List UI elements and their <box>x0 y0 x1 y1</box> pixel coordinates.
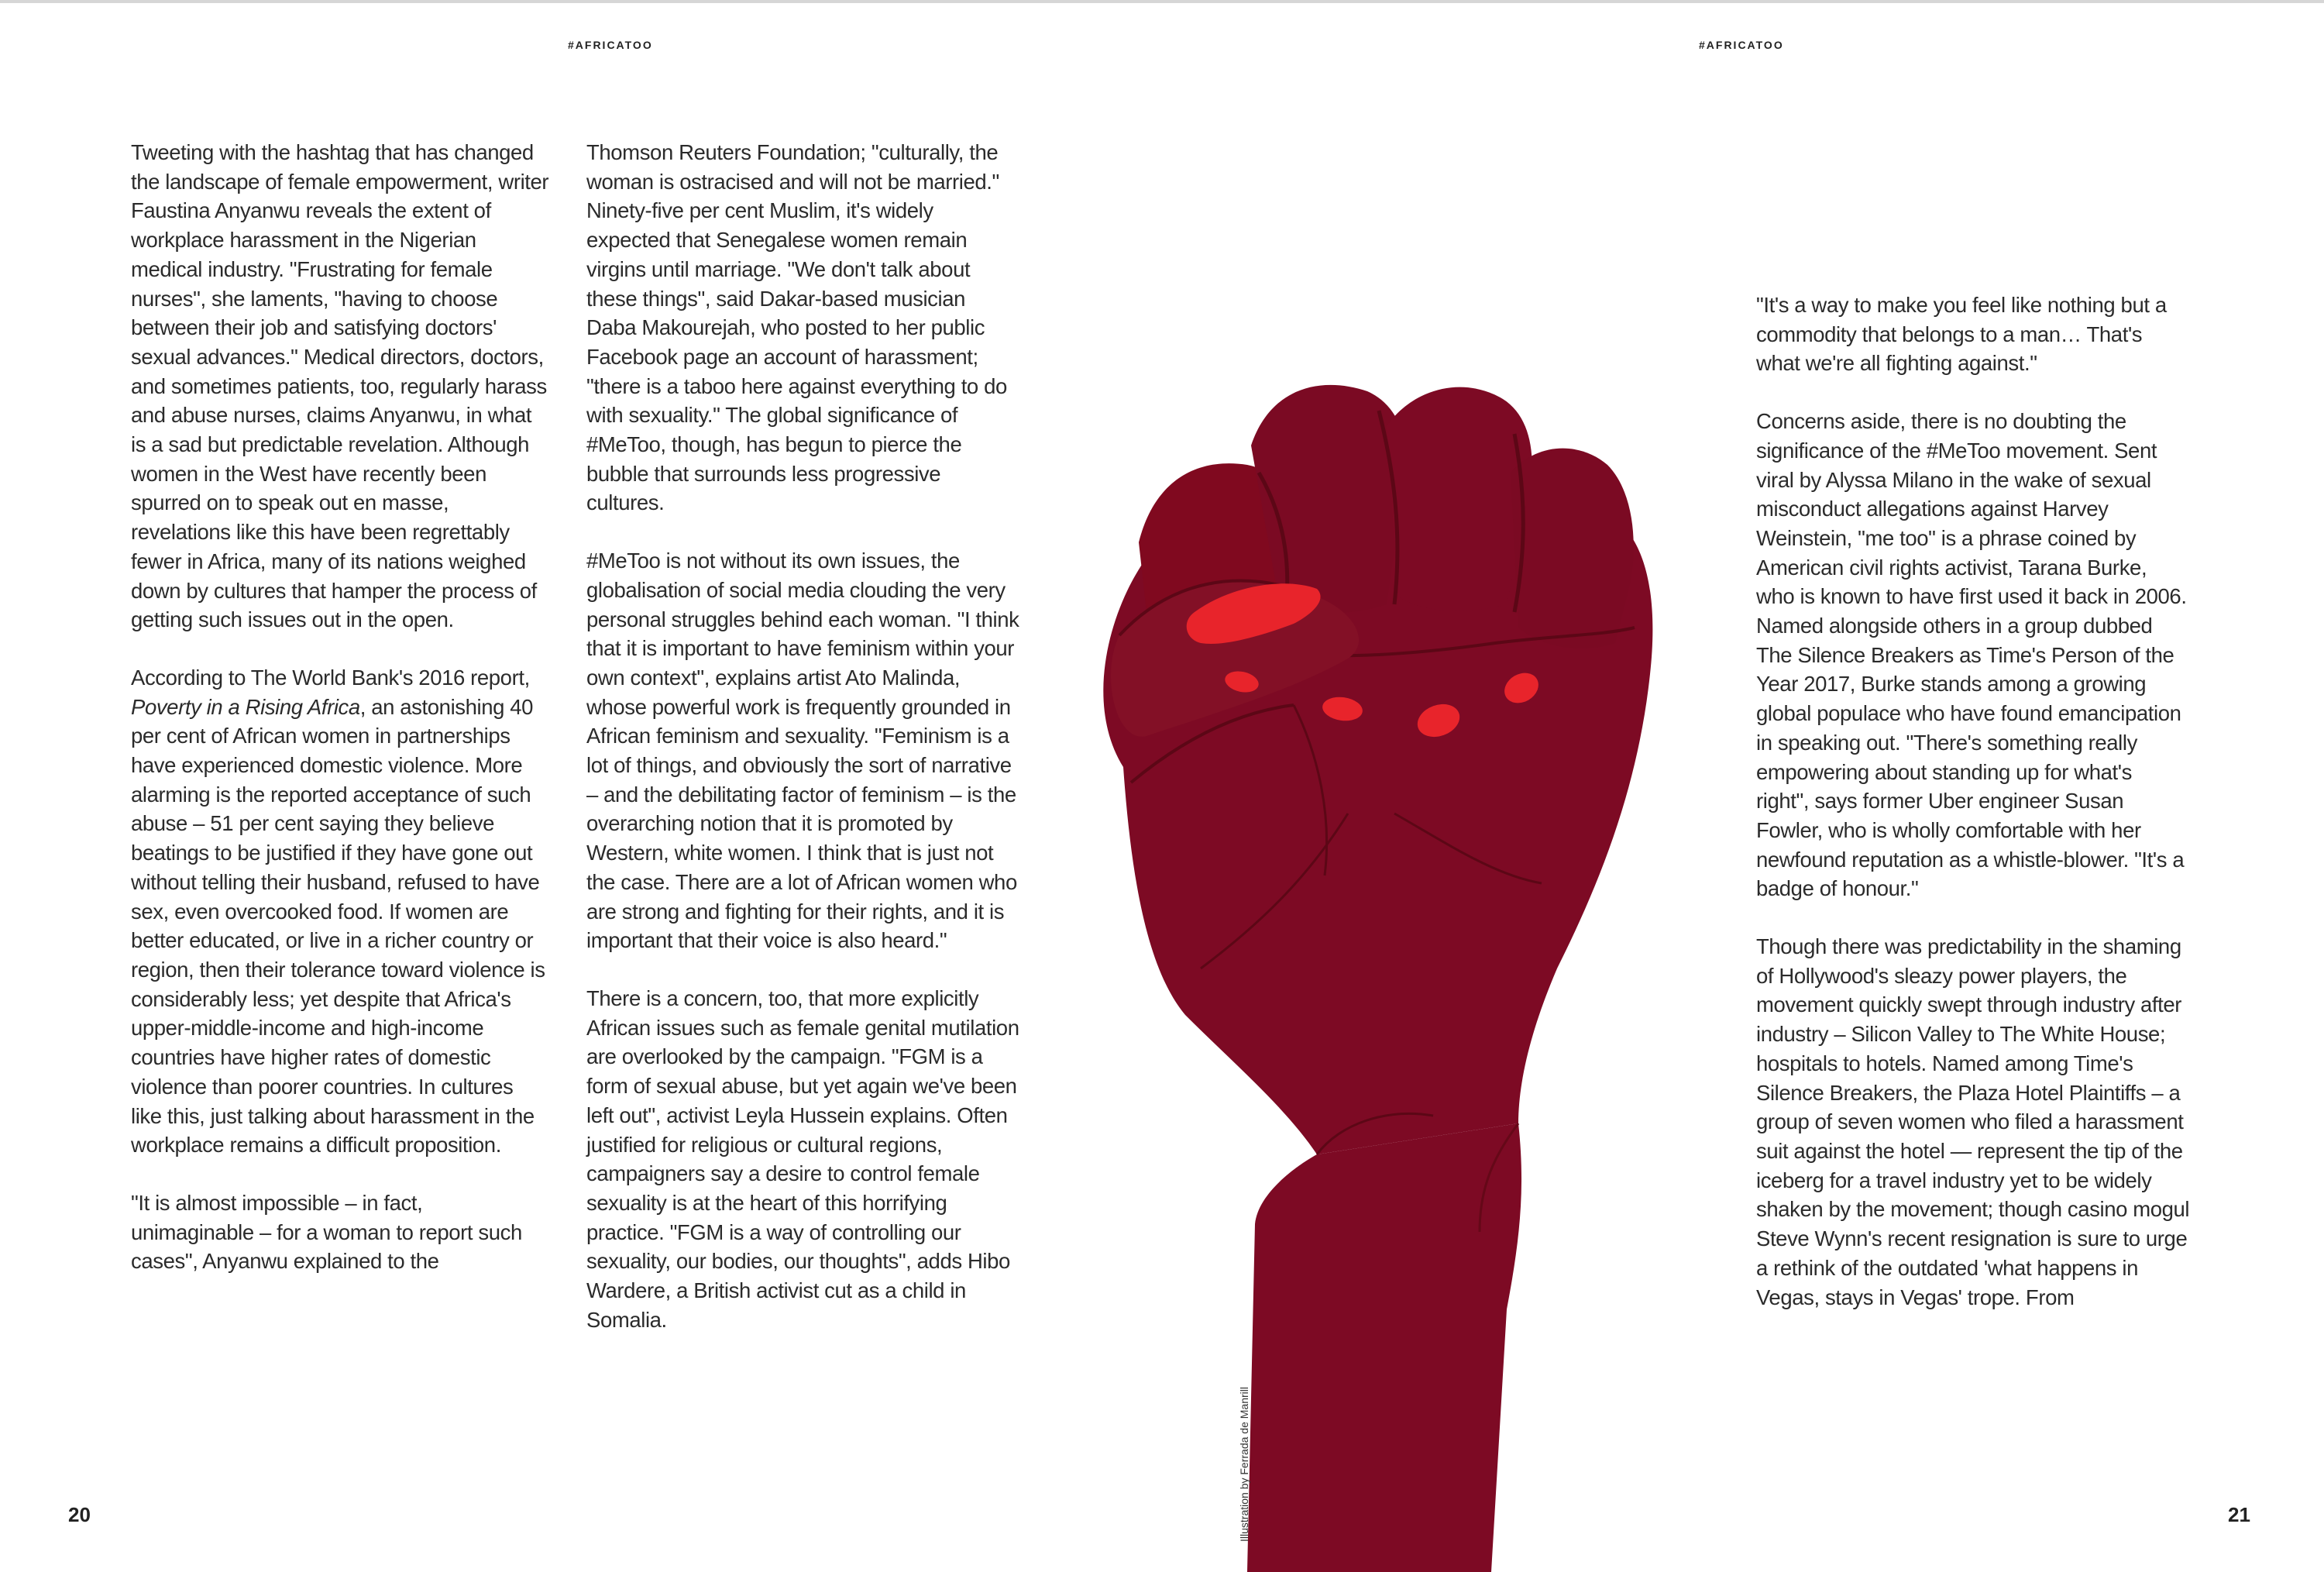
text-column-1 <box>131 138 549 1305</box>
running-header-right: #AFRICATOO <box>1699 39 1784 51</box>
text-column-2 <box>586 138 1020 1363</box>
paragraph: Thomson Reuters Foundation; "culturally, the woman is ostracised and will not be married." Ninety-five per cent Muslim, it's widely expected that Senegalese women remain virgins until marriage. "We don't talk about these things", said Dakar-based musician Daba Makourejah, who posted to her public Facebook page an account of harassment; "there is a taboo here against everything to do with sexuality." The global significance of #MeToo, though, has begun to pierce the bubble that surrounds less progressive cultures. <box>586 140 1007 515</box>
paragraph: "It is almost impossible – in fact, unimaginable – for a woman to report such cases", Anyanwu explained to the <box>131 1190 522 1274</box>
page-number-right: 21 <box>2228 1503 2250 1526</box>
paragraph: Though there was predictability in the shaming of Hollywood's sleazy power players, the movement quickly swept through industry after industry – Silicon Valley to The White House; hospitals to hotels. Named among Time's Silence Breakers, the Plaza Hotel Plaintiffs – a group of seven women who filed a harassment suit against the hotel — represent the tip of the iceberg for a travel industry yet to be widely shaken by the movement; though casino mogul Steve Wynn's recent resignation is sure to urge a rethink of the outdated 'what happens in Vegas, stays in Vegas' trope. From <box>1756 934 2190 1309</box>
paragraph: There is a concern, too, that more explicitly African issues such as female genital mutilation are overlooked by the campaign. "FGM is a form of sexual abuse, but yet again we've been left out", activist Leyla Hussein explains. Often justified for religious or cultural regions, campaigners say a desire to control female sexuality is at the heart of this horrifying practice. "FGM is a way of controlling our sexuality, our bodies, our thoughts", adds Hibo Wardere, a British activist cut as a child in Somalia. <box>586 986 1019 1332</box>
report-title: Poverty in a Rising Africa <box>131 694 360 719</box>
running-header-left: #AFRICATOO <box>568 39 653 51</box>
paragraph: #MeToo is not without its own issues, the globalisation of social media clouding the very personal struggles behind each woman. "I think that it is important to have feminism within your own context", explains artist Ato Malinda, whose powerful work is frequently grounded in African feminism and sexuality. "Feminism is a lot of things, and obviously the sort of narrative – and the debilitating factor of feminism – is the overarching notion that it is promoted by Western, white women. I think that is just not the case. There are a lot of African women who are strong and fighting for their rights, and it is important that their voice is also heard." <box>586 549 1019 953</box>
paragraph: Tweeting with the hashtag that has changed the landscape of female empowerment, writer Faustina Anyanwu reveals the extent of workplace harassment in the Nigerian medical industry. "Frustrating for female nurses", she laments, "having to choose between their job and satisfying doctors' sexual advances." Medical directors, doctors, and sometimes patients, too, regularly harass and abuse nurses, claims Anyanwu, in what is a sad but predictable revelation. Although women in the West have recently been spurred on to speak out en masse, revelations like this have been regrettably fewer in Africa, many of its nations weighed down by cultures that hamper the process of getting such issues out in the open. <box>131 140 549 632</box>
text-column-3 <box>1756 291 2190 1340</box>
paragraph: "It's a way to make you feel like nothing but a commodity that belongs to a man… That's what we're all fighting against." <box>1756 293 2167 376</box>
paragraph: Concerns aside, there is no doubting the significance of the #MeToo movement. Sent viral by Alyssa Milano in the wake of sexual misconduct allegations against Harvey Weinstein, "me too" is a phrase coined by American civil rights activist, Tarana Burke, who is known to have first used it back in 2006. Named alongside others in a group dubbed The Silence Breakers as Time's Person of the Year 2017, Burke stands among a growing global populace who have found emancipation in speaking out. "There's something really empowering about standing up for what's right", says former Uber engineer Susan Fowler, who is wholly comfortable with her newfound reputation as a whistle-blower. "It's a badge of honour." <box>1756 409 2187 901</box>
top-border <box>0 0 2324 3</box>
page-number-left: 20 <box>68 1503 91 1526</box>
raised-fist-icon <box>1061 380 1673 1572</box>
illustration-credit: Illustration by Ferrada de Manrill <box>1238 1387 1250 1542</box>
paragraph: According to The World Bank's 2016 report, Poverty in a Rising Africa, an astonishing 40 per cent of African women in partnerships have experienced domestic violence. More alarming is the reported acceptance of such abuse – 51 per cent saying they believe beatings to be justified if they have gone out without telling their husband, refused to have sex, even overcooked food. If women are better educated, or live in a richer country or region, then their tolerance toward violence is considerably less; yet despite that Africa's upper-middle-income and high-income countries have higher rates of domestic violence than poorer countries. In cultures like this, just talking about harassment in the workplace remains a difficult proposition. <box>131 665 545 1158</box>
